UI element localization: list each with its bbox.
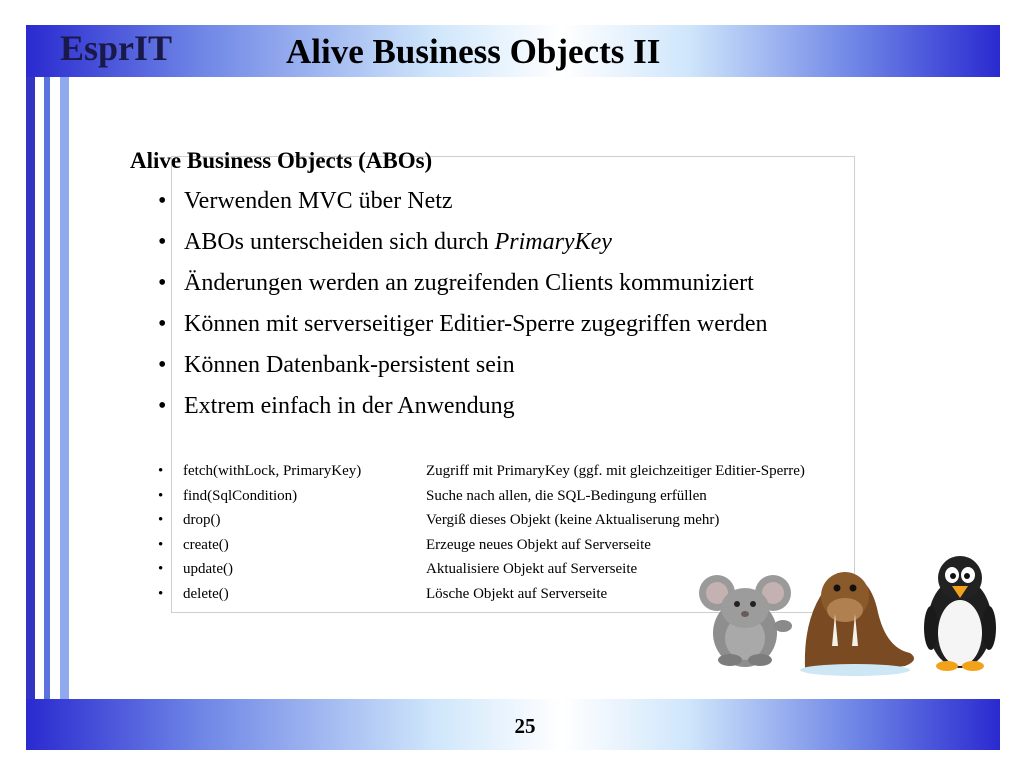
bullet-icon: • (158, 487, 164, 504)
bullet-icon: • (158, 463, 164, 479)
list-item-emphasis: PrimaryKey (494, 229, 612, 255)
method-name: update() (183, 561, 233, 578)
method-description: Suche nach allen, die SQL-Bedingung erfüllen (426, 487, 707, 504)
bullet-icon: • (158, 393, 167, 419)
list-item (158, 311, 768, 352)
method-name: fetch(withLock, PrimaryKey) (183, 463, 362, 479)
walrus-icon (800, 572, 914, 676)
method-list (158, 462, 805, 610)
list-item-text: Verwenden MVC über Netz (184, 188, 453, 214)
method-description: Vergiß dieses Objekt (keine Aktualiserung mehr) (426, 512, 720, 529)
section-heading: Alive Business Objects (ABOs) (130, 148, 433, 173)
bullet-icon: • (158, 188, 167, 214)
method-name: create() (183, 536, 229, 553)
logo: EsprIT (60, 28, 173, 68)
bullet-icon: • (158, 311, 167, 337)
method-item (158, 462, 805, 487)
method-item (158, 487, 707, 512)
bullet-icon: • (158, 270, 167, 296)
method-description: Lösche Objekt auf Serverseite (426, 585, 608, 602)
mascots-illustration (695, 548, 1005, 688)
list-item-text: Extrem einfach in der Anwendung (184, 393, 515, 419)
left-stripe-medium (44, 77, 50, 699)
method-item (158, 511, 720, 536)
list-item (158, 270, 768, 311)
list-item-text: Änderungen werden an zugreifenden Clients kommuniziert (184, 270, 754, 296)
list-item (158, 393, 768, 434)
bullet-icon: • (158, 512, 164, 529)
method-name: delete() (183, 585, 229, 602)
list-item (158, 229, 768, 270)
feature-list (158, 188, 768, 434)
list-item (158, 188, 768, 229)
left-stripe-dark (26, 77, 35, 699)
method-description: Aktualisiere Objekt auf Serverseite (426, 561, 638, 578)
method-name: find(SqlCondition) (183, 487, 298, 504)
method-description: Erzeuge neues Objekt auf Serverseite (426, 536, 651, 553)
bullet-icon: • (158, 585, 164, 602)
method-item (158, 560, 638, 585)
penguin-icon (924, 556, 996, 671)
method-item (158, 585, 608, 610)
left-stripe-light (60, 77, 69, 699)
slide-title: Alive Business Objects II (286, 32, 661, 71)
list-item (158, 352, 768, 393)
method-item (158, 536, 651, 561)
list-item-text: ABOs unterscheiden sich durch (184, 229, 495, 255)
mouse-icon (699, 575, 792, 667)
method-name: drop() (183, 512, 221, 529)
list-item-text: Können Datenbank-persistent sein (184, 352, 515, 378)
list-item-text: Können mit serverseitiger Editier-Sperre zugegriffen werden (184, 311, 768, 337)
bullet-icon: • (158, 536, 164, 553)
bullet-icon: • (158, 352, 167, 378)
method-description: Zugriff mit PrimaryKey (ggf. mit gleichzeitiger Editier-Sperre) (426, 463, 805, 479)
bullet-icon: • (158, 229, 167, 255)
page-number: 25 (514, 714, 536, 738)
bullet-icon: • (158, 561, 164, 578)
